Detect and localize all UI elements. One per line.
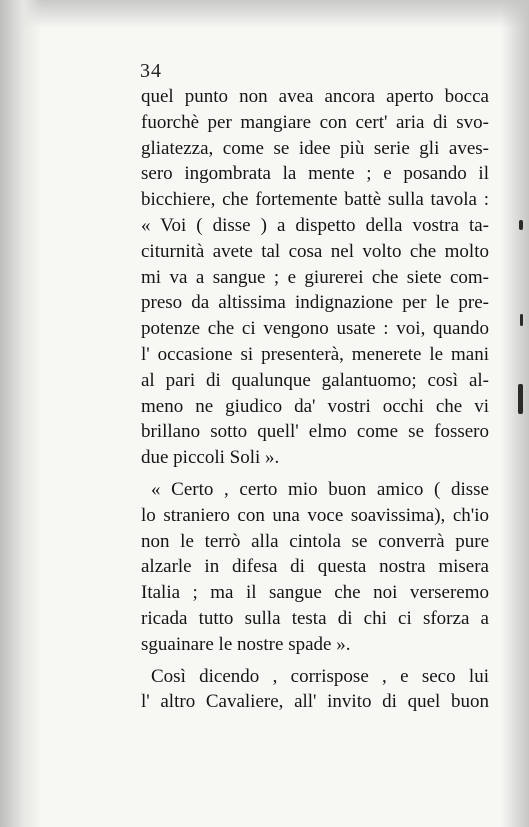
text-line: Così dicendo , corrispose , e seco lui bbox=[151, 665, 489, 687]
text-line: meno ne giudico da' vostri occhi che vi bbox=[141, 395, 489, 417]
text-line: gliatezza, come se idee più serie gli aves- bbox=[141, 137, 489, 159]
text-line: bicchiere, che fortemente battè sulla tavola : bbox=[141, 189, 489, 211]
text-line: potenze che ci vengono usate : voi, quando bbox=[141, 318, 489, 340]
text-line: l' altro Cavaliere, all' invito di quel buon bbox=[141, 691, 489, 713]
text-line: alzarle in difesa di questa nostra misera bbox=[141, 556, 489, 578]
text-line: sguainare le nostre spade ». bbox=[141, 633, 351, 655]
margin-spot bbox=[520, 314, 523, 326]
text-line: brillano sotto quell' elmo come se fossero bbox=[141, 421, 489, 443]
text-line: ricada tutto sulla testa di chi ci sforza a bbox=[141, 607, 489, 629]
text-line: due piccoli Soli ». bbox=[141, 447, 280, 469]
text-line: mi va a sangue ; e giurerei che siete com- bbox=[141, 266, 489, 288]
text-line: citurnità avete tal cosa nel volto che molto bbox=[141, 240, 489, 262]
text-line: quel punto non avea ancora aperto bocca bbox=[141, 86, 489, 107]
page-left-shadow bbox=[0, 0, 42, 827]
text-line: « Voi ( disse ) a dispetto della vostra ta- bbox=[141, 214, 489, 236]
text-line: « Certo , certo mio buon amico ( disse bbox=[151, 478, 489, 500]
page-number: 34 bbox=[140, 60, 162, 82]
text-line: Italia ; ma il sangue che noi verseremo bbox=[141, 582, 489, 604]
text-line: fuorchè per mangiare con cert' aria di svo- bbox=[141, 111, 489, 133]
page-right-shadow bbox=[501, 0, 529, 827]
margin-spot bbox=[519, 220, 523, 230]
margin-spot bbox=[518, 384, 523, 414]
page-text bbox=[141, 84, 489, 715]
text-line: l' occasione si presenterà, menerete le mani bbox=[141, 343, 489, 365]
text-line: non le terrò alla cintola se converrà pure bbox=[141, 530, 489, 552]
text-line: preso da altissima indignazione per le pre- bbox=[141, 292, 489, 314]
text-line: lo straniero con una voce soavissima), ch'io bbox=[141, 504, 489, 526]
text-line: sero ingombrata la mente ; e posando il bbox=[141, 163, 489, 185]
page-top-shadow bbox=[0, 0, 529, 28]
text-line: al pari di qualunque galantuomo; così al- bbox=[141, 369, 489, 391]
